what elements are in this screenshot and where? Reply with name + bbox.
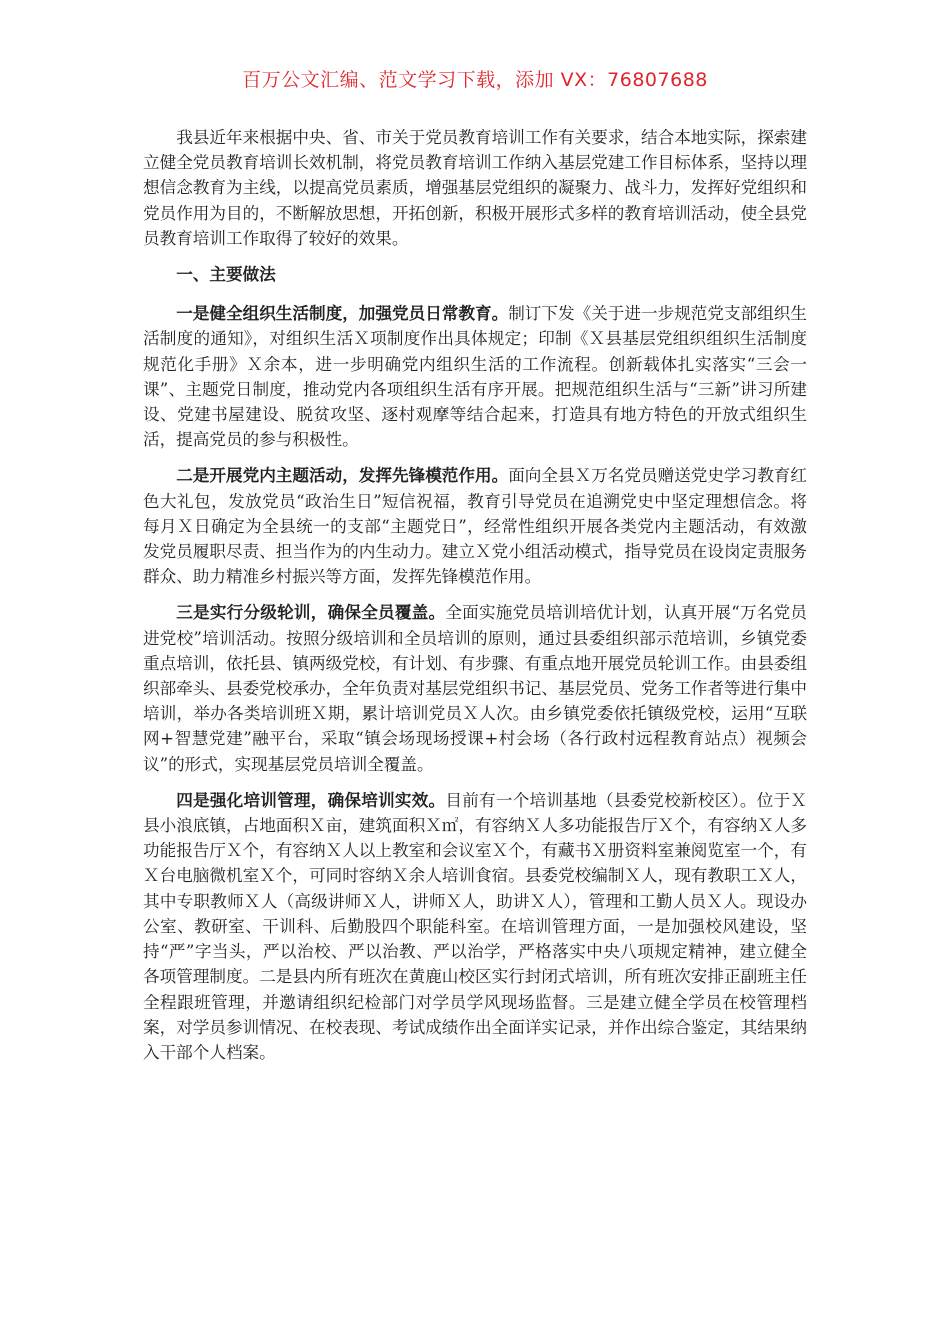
paragraph-text: 全面实施党员培训培优计划，认真开展“万名党员进党校”培训活动。按照分级培训和全员培训的原则，通过县委组织部示范培训，乡镇党委重点培训，依托县、镇两级党校，有计划、有步骤、有重点地开展党员轮训工作。由县委组织部牵头、县委党校承办，全年负责对基层党组织书记、基层党员、党务工作者等进行集中培训，举办各类培训班Ｘ期，累计培训党员Ｘ人次。由乡镇党委依托镇级党校，运用“互联网+智慧党建”融平台，采取“镇会场现场授课+村会场（各行政村远程教育站点）视频会议”的形式，实现基层党员培训全覆盖。 <box>143 603 808 774</box>
paragraph-lead: 二是开展党内主题活动，发挥先锋模范作用。 <box>176 465 509 486</box>
paragraph-text: 制订下发《关于进一步规范党支部组织生活制度的通知》，对组织生活Ｘ项制度作出具体规定；印制《Ｘ县基层党组织组织生活制度规范化手册》Ｘ余本，进一步明确党内组织生活的工作流程。创新载体扎实落实“三会一课”、主题党日制度，推动党内各项组织生活有序开展。把规范组织生活与“三新”讲习所建设、党建书屋建设、脱贫攻坚、逐村观摩等结合起来，打造具有地方特色的开放式组织生活，提高党员的参与积极性。 <box>143 304 808 450</box>
download-banner: 百万公文汇编、范文学习下载，添加 VX：76807688 <box>242 69 708 91</box>
paragraph-lead: 四是强化培训管理，确保培训实效。 <box>176 789 446 810</box>
paragraph-item-4 <box>143 788 807 1065</box>
paragraph-item-2 <box>143 463 807 589</box>
paragraph-lead: 一是健全组织生活制度，加强党员日常教育。 <box>176 303 509 324</box>
paragraph-text: 面向全县Ｘ万名党员赠送党史学习教育红色大礼包，发放党员“政治生日”短信祝福，教育引导党员在追溯党史中坚定理想信念。将每月Ｘ日确定为全县统一的支部“主题党日”，经常性组织开展各类党内主题活动，有效激发党员履职尽责、担当作为的内生动力。建立Ｘ党小组活动模式，指导党员在设岗定责服务群众、助力精准乡村振兴等方面，发挥先锋模范作用。 <box>143 466 808 587</box>
section-heading: 一、主要做法 <box>176 264 276 285</box>
document-body <box>143 125 807 1076</box>
intro-paragraph: 我县近年来根据中央、省、市关于党员教育培训工作有关要求，结合本地实际，探索建立健全党员教育培训长效机制，将党员教育培训工作纳入基层党建工作目标体系，坚持以理想信念教育为主线，以提高党员素质，增强基层党组织的凝聚力、战斗力，发挥好党组织和党员作用为目的，不断解放思想，开拓创新，积极开展形式多样的教育培训活动，使全县党员教育培训工作取得了较好的效果。 <box>143 128 807 248</box>
paragraph-item-1 <box>143 301 807 452</box>
paragraph-item-3 <box>143 600 807 776</box>
paragraph-lead: 三是实行分级轮训，确保全员覆盖。 <box>176 602 446 623</box>
paragraph-text: 目前有一个培训基地（县委党校新校区）。位于Ｘ县小浪底镇，占地面积Ｘ亩，建筑面积Ｘ㎡，有容纳Ｘ人多功能报告厅Ｘ个，有容纳Ｘ人多功能报告厅Ｘ个，有容纳Ｘ人以上教室和会议室Ｘ个，有藏书Ｘ册资料室兼阅览室一个，有Ｘ台电脑微机室Ｘ个，可同时容纳Ｘ余人培训食宿。县委党校编制Ｘ人，现有教职工Ｘ人，其中专职教师Ｘ人（高级讲师Ｘ人，讲师Ｘ人，助讲Ｘ人），管理和工勤人员Ｘ人。现设办公室、教研室、干训科、后勤股四个职能科室。在培训管理方面，一是加强校风建设，坚持“严”字当头，严以治校、严以治教、严以治学，严格落实中央八项规定精神，建立健全各项管理制度。二是县内所有班次在黄鹿山校区实行封闭式培训，所有班次安排正副班主任全程跟班管理，并邀请组织纪检部门对学员学风现场监督。三是建立健全学员在校管理档案，对学员参训情况、在校表现、考试成绩作出全面详实记录，并作出综合鉴定，其结果纳入干部个人档案。 <box>143 790 808 1062</box>
